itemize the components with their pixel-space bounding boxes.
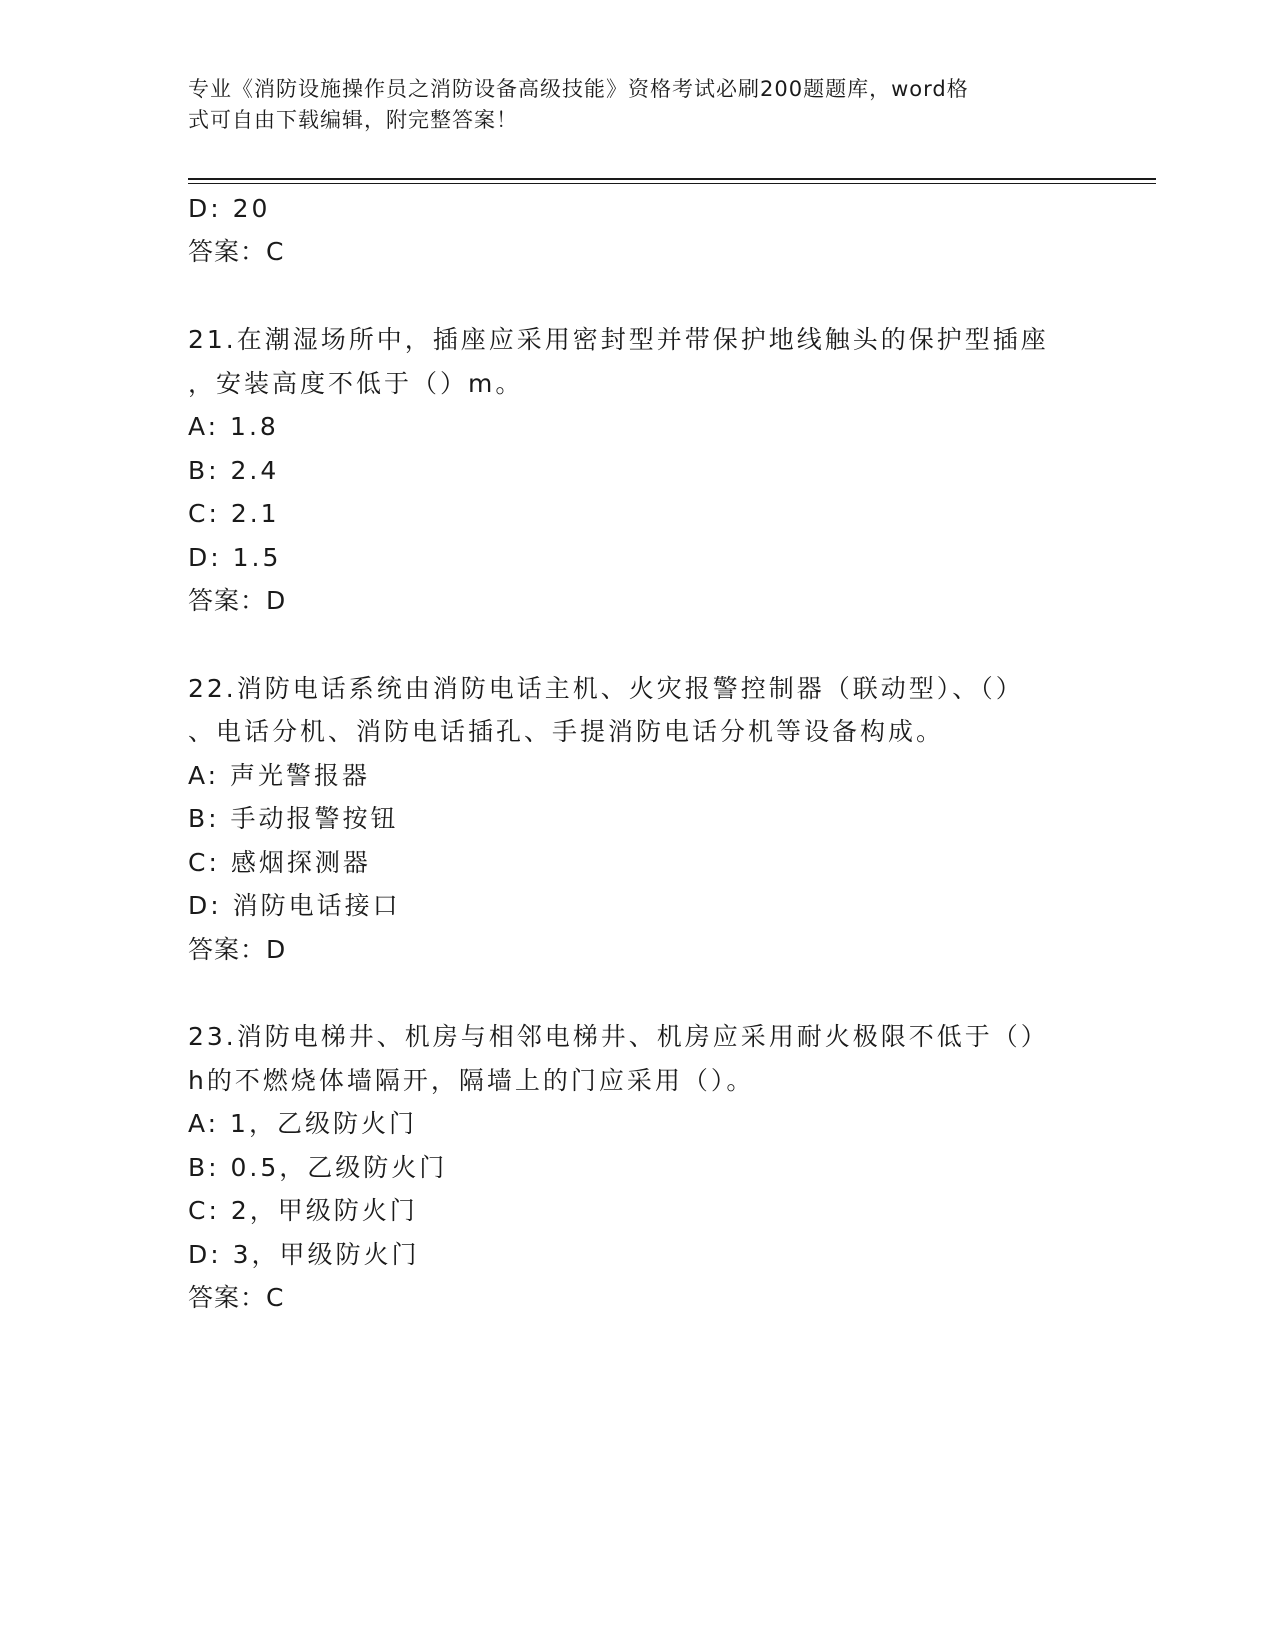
header-line-1: 专业《消防设施操作员之消防设备高级技能》资格考试必刷200题题库，word格 — [188, 77, 969, 101]
prev-option-d: D: 20 — [188, 194, 271, 223]
header-line-2: 式可自由下载编辑，附完整答案！ — [188, 108, 518, 132]
q22-stem-line-2: 、电话分机、消防电话插孔、手提消防电话分机等设备构成。 — [188, 717, 945, 746]
q23-option-c: C: 2，甲级防火门 — [188, 1196, 418, 1225]
document-header — [188, 74, 1078, 136]
q21-option-b: B: 2.4 — [188, 456, 280, 485]
q21-option-d: D: 1.5 — [188, 543, 282, 572]
q22-answer: 答案：D — [188, 935, 287, 964]
header-rule-thin — [188, 183, 1156, 184]
q21-option-a: A: 1.8 — [188, 412, 279, 441]
q23-stem-line-2: h的不燃烧体墙隔开，隔墙上的门应采用（）。 — [188, 1066, 755, 1095]
prev-answer: 答案：C — [188, 237, 285, 266]
q22-option-b: B: 手动报警按钮 — [188, 804, 399, 833]
q23-stem-line-1: 23.消防电梯井、机房与相邻电梯井、机房应采用耐火极限不低于（） — [188, 1022, 1049, 1051]
q23-option-a: A: 1，乙级防火门 — [188, 1109, 417, 1138]
q21-option-c: C: 2.1 — [188, 499, 280, 528]
q21-answer: 答案：D — [188, 586, 287, 615]
q21-stem-line-1: 21.在潮湿场所中，插座应采用密封型并带保护地线触头的保护型插座 — [188, 325, 1049, 354]
q22-option-c: C: 感烟探测器 — [188, 848, 371, 877]
q22-option-d: D: 消防电话接口 — [188, 891, 401, 920]
q21-stem-line-2: ，安装高度不低于（）m。 — [188, 369, 524, 398]
q23-option-b: B: 0.5，乙级防火门 — [188, 1153, 448, 1182]
header-rule-thick — [188, 178, 1156, 180]
q23-option-d: D: 3，甲级防火门 — [188, 1240, 420, 1269]
q23-answer: 答案：C — [188, 1283, 285, 1312]
q22-option-a: A: 声光警报器 — [188, 761, 371, 790]
q22-stem-line-1: 22.消防电话系统由消防电话主机、火灾报警控制器（联动型）、（） — [188, 674, 1024, 703]
